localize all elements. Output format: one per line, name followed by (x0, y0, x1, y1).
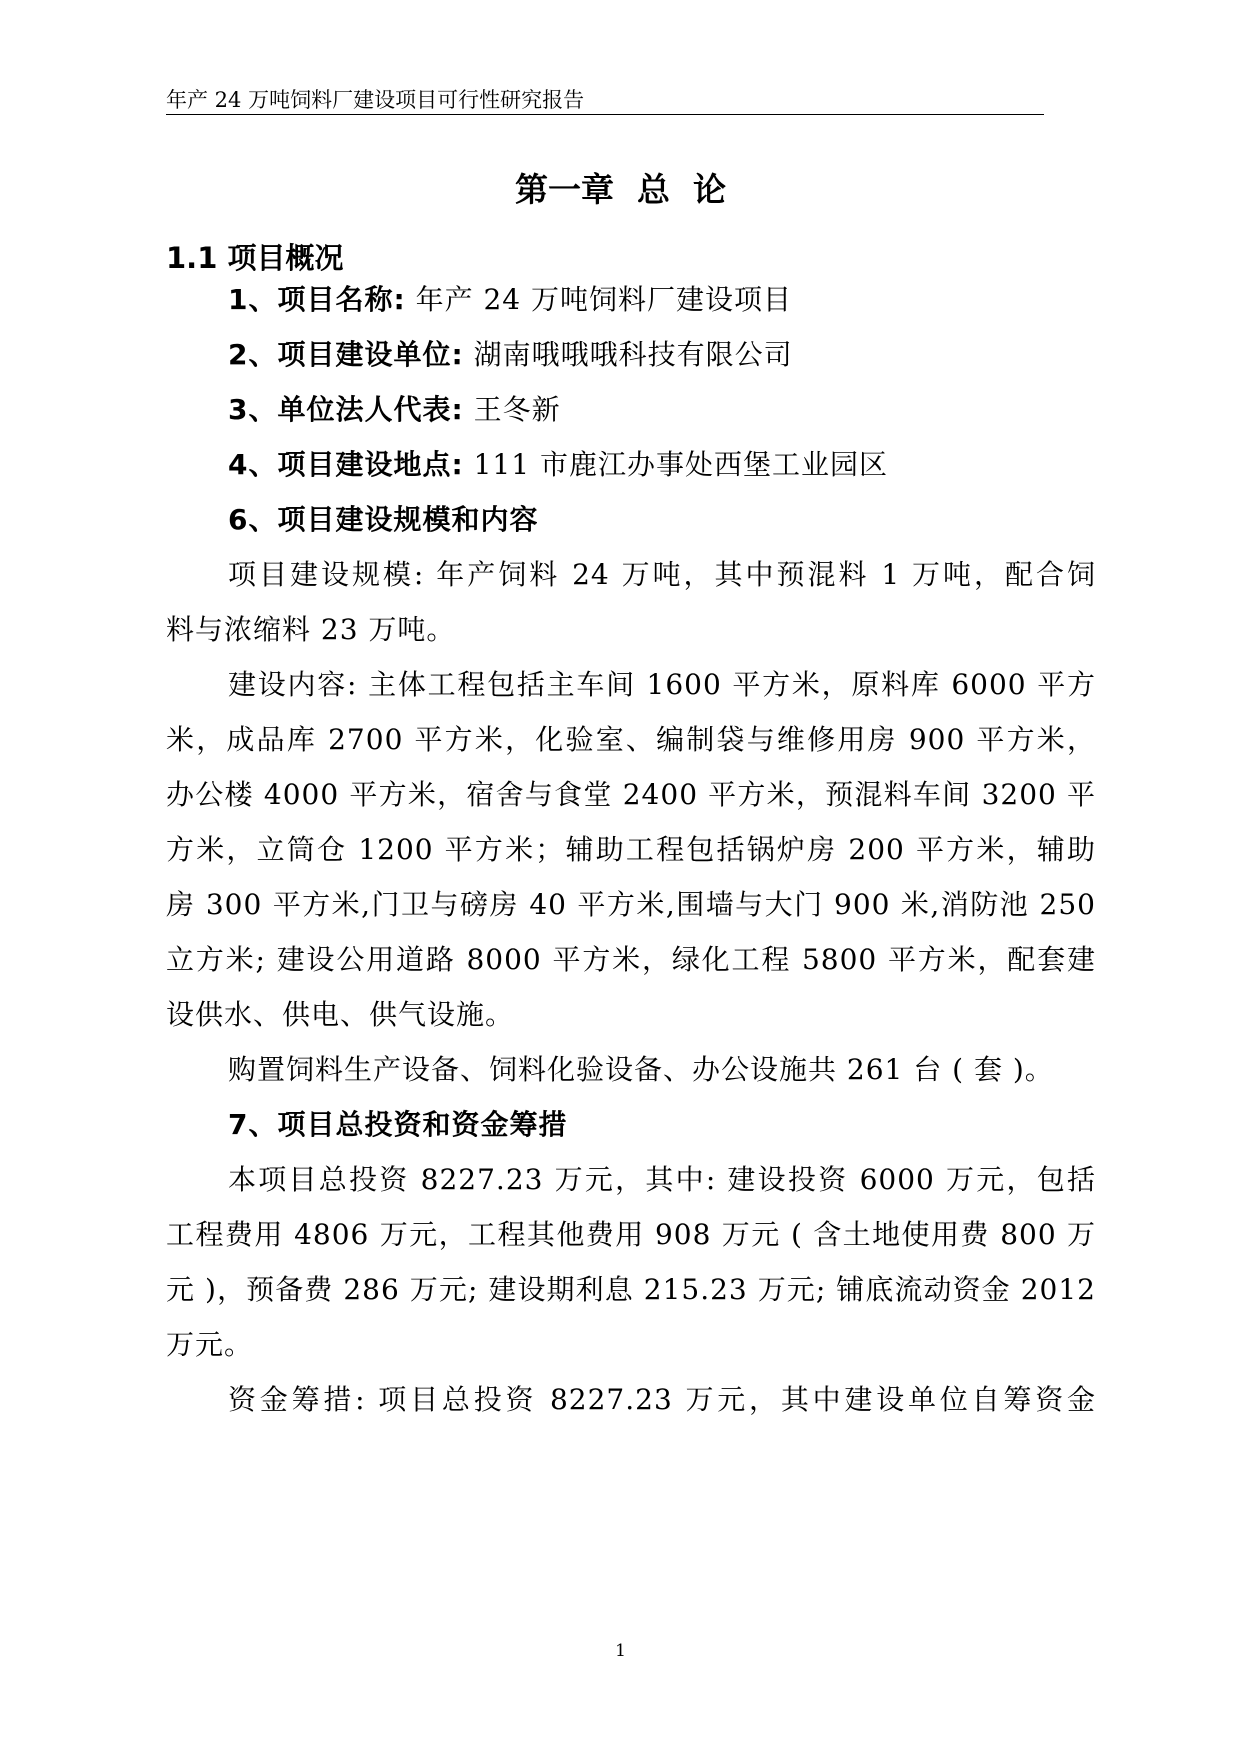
paragraph-line: 本项目总投资 8227.23 万元，其中: 建设投资 6000 万元，包括 (228, 1163, 1096, 1196)
item-label: 4、项目建设地点: (228, 448, 464, 481)
paragraph-line: 工程费用 4806 万元，工程其他费用 908 万元 ( 含土地使用费 800 万 (166, 1218, 1096, 1251)
item-value: 湖南哦哦哦科技有限公司 (473, 338, 793, 371)
paragraph-line: 方米，立筒仓 1200 平方米；辅助工程包括锅炉房 200 平方米，辅助 (166, 833, 1096, 866)
item-construction-unit (228, 335, 793, 375)
paragraph-line: 建设内容: 主体工程包括主车间 1600 平方米，原料库 6000 平方 (228, 668, 1096, 701)
item-label: 2、项目建设单位: (228, 338, 464, 371)
item-legal-representative (228, 390, 561, 430)
paragraph-line: 万元。 (166, 1328, 254, 1361)
item-value: 111 市鹿江办事处西堡工业园区 (473, 448, 888, 481)
item-label: 3、单位法人代表: (228, 393, 464, 426)
paragraph-line: 立方米; 建设公用道路 8000 平方米，绿化工程 5800 平方米，配套建 (166, 943, 1096, 976)
paragraph-line: 项目建设规模: 年产饲料 24 万吨，其中预混料 1 万吨，配合饲 (228, 558, 1096, 591)
item-construction-location (228, 445, 888, 485)
paragraph-line: 设供水、供电、供气设施。 (166, 998, 515, 1031)
running-header: 年产 24 万吨饲料厂建设项目可行性研究报告 (166, 88, 1044, 115)
paragraph-line: 资金筹措: 项目总投资 8227.23 万元，其中建设单位自筹资金 (228, 1383, 1096, 1416)
item-label: 1、项目名称: (228, 283, 406, 316)
heading-scale-content: 6、项目建设规模和内容 (228, 503, 539, 536)
section-title: 1.1 项目概况 (166, 241, 344, 275)
item-project-name (228, 280, 792, 320)
item-value: 王冬新 (473, 393, 561, 426)
paragraph-line: 房 300 平方米,门卫与磅房 40 平方米,围墙与大门 900 米,消防池 250 (166, 888, 1096, 921)
heading-investment: 7、项目总投资和资金筹措 (228, 1108, 568, 1141)
paragraph-line: 米，成品库 2700 平方米，化验室、编制袋与维修用房 900 平方米， (166, 723, 1096, 756)
paragraph-line: 料与浓缩料 23 万吨。 (166, 613, 456, 646)
paragraph-line: 元 )，预备费 286 万元; 建设期利息 215.23 万元; 铺底流动资金 2012 (166, 1273, 1096, 1306)
paragraph-line: 购置饲料生产设备、饲料化验设备、办公设施共 261 台 ( 套 )。 (228, 1053, 1054, 1086)
chapter-title: 第一章 总 论 (515, 170, 726, 209)
paragraph-line: 办公楼 4000 平方米，宿舍与食堂 2400 平方米，预混料车间 3200 平 (166, 778, 1096, 811)
item-value: 年产 24 万吨饲料厂建设项目 (415, 283, 793, 316)
page-number: 1 (615, 1641, 626, 1661)
